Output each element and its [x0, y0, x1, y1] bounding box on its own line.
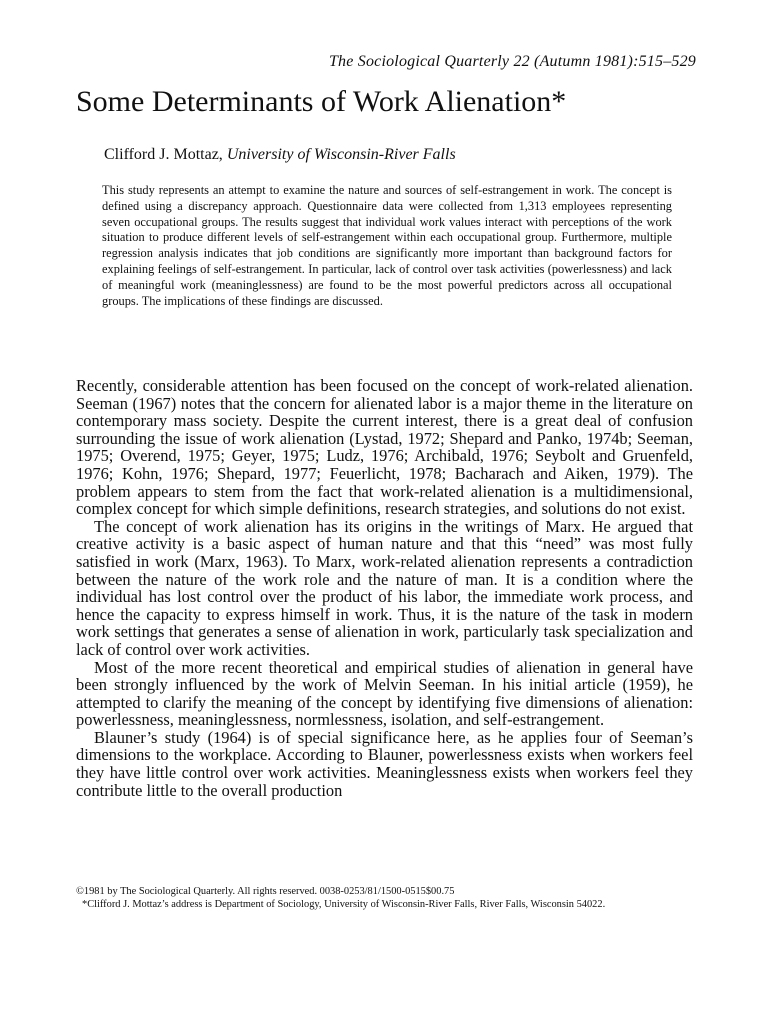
copyright-notice: ©1981 by The Sociological Quarterly. All rights reserved. 0038-0253/81/1500-0515$00.75	[76, 886, 455, 897]
author-affiliation: University of Wisconsin-River Falls	[226, 146, 456, 163]
body-paragraph: Recently, considerable attention has been focused on the concept of work-related alienation. Seeman (1967) notes that the concern for alienated labor is a major theme in the literature on contemporary mass society. Despite the current interest, there is a great deal of confusion surrounding the issue of work alienation (Lystad, 1972; Shepard and Panko, 1974b; Seeman, 1975; Overend, 1975; Geyer, 1975; Ludz, 1976; Archibald, 1976; Seybolt and Gruenfeld, 1976; Kohn, 1976; Shepard, 1977; Feuerlicht, 1978; Bacharach and Aiken, 1979). The problem appears to stem from the fact that work-related alienation is a multidimensional, complex concept for which simple definitions, research strategies, and solutions do not exist.	[76, 376, 693, 519]
author-address-footnote: *Clifford J. Mottaz’s address is Department of Sociology, University of Wisconsin-River Falls, River Falls, Wisconsin 54022.	[82, 899, 606, 911]
body-text	[76, 377, 693, 799]
body-paragraph: The concept of work alienation has its origins in the writings of Marx. He argued that creative activity is a basic aspect of human nature and that this “need” was most fully satisfied in work (Marx, 1963). To Marx, work-related alienation represents a contradiction between the nature of the work role and the nature of man. It is a condition where the individual has lost control over the product of his labor, the immediate work process, and hence the capacity to express himself in work. Thus, it is the nature of the task in modern work settings that generates a sense of alienation in work, particularly task specialization and lack of control over work activities.	[76, 516, 693, 659]
author-byline	[104, 146, 456, 164]
article-title: Some Determinants of Work Alienation*	[76, 85, 567, 118]
footnotes	[76, 885, 693, 911]
body-paragraph: Blauner’s study (1964) is of special significance here, as he applies four of Seeman’s dimensions to the workplace. According to Blauner, powerlessness exists when workers feel they have little control over work activities. Meaninglessness exists when workers feel they contribute little to the overall production	[76, 727, 693, 800]
running-head: The Sociological Quarterly 22 (Autumn 1981):515–529	[328, 53, 696, 70]
author-name: Clifford J. Mottaz,	[104, 146, 223, 163]
abstract: This study represents an attempt to examine the nature and sources of self-estrangement in work. The concept is defined using a discrepancy approach. Questionnaire data were collected from 1,313 employees representing seven occupational groups. The results suggest that individual work values interact with perceptions of the work situation to produce different levels of self-estrangement within each occupational group. Furthermore, multiple regression analysis indicates that job conditions are significantly more important than background factors for explaining feelings of self-estrangement. In particular, lack of control over task activities (powerlessness) and lack of meaningful work (meaninglessness) are found to be the most powerful predictors across all occupational groups. The implications of these findings are discussed.	[102, 183, 672, 308]
body-paragraph: Most of the more recent theoretical and empirical studies of alienation in general have been strongly influenced by the work of Melvin Seeman. In his initial article (1959), he attempted to clarify the meaning of the concept by identifying five dimensions of alienation: powerlessness, meaninglessness, normlessness, isolation, and self-estrangement.	[76, 657, 693, 730]
